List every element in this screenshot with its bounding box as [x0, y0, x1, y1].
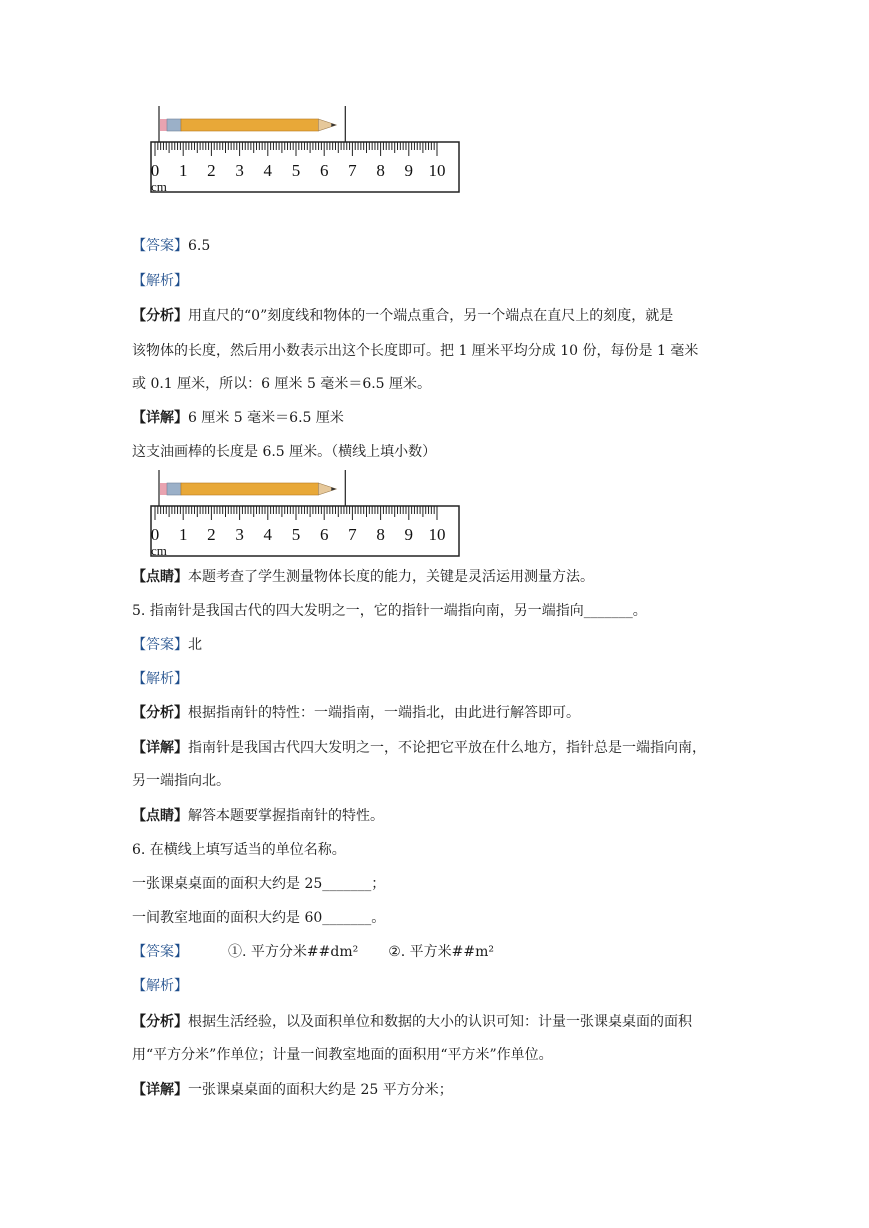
detail-line-q5-2: 另一端指向北。 — [132, 773, 230, 789]
detail-tag: 【详解】 — [132, 740, 188, 756]
ruler-number: 9 — [404, 525, 414, 544]
ruler-number: 5 — [291, 161, 301, 180]
ruler-number: 3 — [235, 525, 244, 544]
question-5: 5. 指南针是我国古代的四大发明之一，它的指针一端指向南，另一端指向_______。 — [132, 603, 647, 619]
ruler-number: 7 — [348, 161, 357, 180]
pencil-eraser — [160, 119, 167, 131]
pencil-lead — [331, 123, 336, 126]
pencil-ferrule — [167, 119, 181, 131]
fenxi-line-q6-2: 用“平方分米”作单位；计量一间教室地面的面积用“平方米”作单位。 — [132, 1047, 553, 1063]
ruler-number: 6 — [319, 525, 329, 544]
detail-line-q5 — [132, 738, 706, 758]
detail-text: 一张课桌桌面的面积大约是 25 平方分米； — [188, 1082, 453, 1098]
detail-line-q4 — [132, 408, 344, 428]
comment-line-q4 — [132, 567, 594, 587]
answer-line-q6 — [132, 942, 494, 962]
comment-tag: 【点睛】 — [132, 808, 188, 824]
pencil-eraser — [160, 483, 167, 495]
fenxi-tag: 【分析】 — [132, 1014, 188, 1030]
pencil-body — [181, 119, 318, 131]
ruler-number: 7 — [348, 525, 357, 544]
ruler-number: 6 — [319, 161, 329, 180]
ruler-number: 0 — [150, 525, 160, 544]
ruler-number: 2 — [207, 161, 216, 180]
answer-line-q5 — [132, 635, 202, 655]
detail-tag: 【详解】 — [132, 410, 188, 426]
fenxi-text: 根据生活经验，以及面积单位和数据的大小的认识可知：计量一张课桌桌面的面积 — [188, 1014, 692, 1030]
pencil-lead — [331, 487, 336, 490]
answer-value: 北 — [188, 637, 202, 653]
fenxi-line-q6-1 — [132, 1012, 692, 1032]
fenxi-text: 根据指南针的特性：一端指南，一端指北，由此进行解答即可。 — [188, 705, 580, 721]
analysis-tag-q5: 【解析】 — [132, 671, 188, 687]
fenxi-text: 用直尺的“0”刻度线和物体的一个端点重合，另一个端点在直尺上的刻度，就是 — [188, 308, 674, 324]
comment-line-q5 — [132, 806, 384, 826]
answer-tag: 【答案】 — [132, 238, 188, 254]
pencil-ferrule — [167, 483, 181, 495]
fenxi-line-1 — [132, 306, 673, 326]
fenxi-line-3: 或 0.1 厘米，所以：6 厘米 5 毫米＝6.5 厘米。 — [132, 376, 432, 392]
comment-text: 本题考查了学生测量物体长度的能力，关键是灵活运用测量方法。 — [188, 569, 594, 585]
ruler-number: 0 — [150, 161, 160, 180]
ruler-unit-label: cm — [151, 179, 167, 194]
pencil-body — [181, 483, 318, 495]
detail-line-q6 — [132, 1080, 453, 1100]
ruler-number: 5 — [291, 525, 301, 544]
comment-text: 解答本题要掌握指南针的特性。 — [188, 808, 384, 824]
fenxi-line-q5 — [132, 703, 580, 723]
ruler-number: 10 — [428, 161, 446, 180]
ruler-number: 4 — [263, 525, 273, 544]
question-6: 6. 在横线上填写适当的单位名称。 — [132, 842, 346, 858]
fenxi-tag: 【分析】 — [132, 308, 188, 324]
ruler-number: 4 — [263, 161, 273, 180]
answer-value: 6.5 — [188, 238, 211, 254]
detail-tag: 【详解】 — [132, 1082, 188, 1098]
question-6-line-1: 一张课桌桌面的面积大约是 25_______； — [132, 876, 386, 892]
answer-tag: 【答案】 — [132, 637, 188, 653]
detail-line-q4-2: 这支油画棒的长度是 6.5 厘米。（横线上填小数） — [132, 444, 437, 460]
ruler-figure-1 — [150, 104, 462, 196]
ruler-number: 10 — [428, 525, 446, 544]
detail-text: 6 厘米 5 毫米＝6.5 厘米 — [188, 410, 344, 426]
ruler-number: 8 — [376, 161, 385, 180]
ruler-unit-label: cm — [151, 543, 167, 558]
analysis-tag-q4: 【解析】 — [132, 273, 188, 289]
answer-tag: 【答案】 — [132, 944, 188, 960]
fenxi-tag: 【分析】 — [132, 705, 188, 721]
ruler-number: 9 — [404, 161, 414, 180]
ruler-number: 8 — [376, 525, 385, 544]
answer-2: ②. 平方米##m² — [388, 944, 495, 960]
fenxi-line-2: 该物体的长度，然后用小数表示出这个长度即可。把 1 厘米平均分成 10 份，每份是 1 毫米 — [132, 343, 699, 359]
ruler-number: 2 — [207, 525, 216, 544]
ruler-number: 3 — [235, 161, 244, 180]
answer-line-q4 — [132, 236, 210, 256]
analysis-tag-q6: 【解析】 — [132, 978, 188, 994]
question-6-line-2: 一间教室地面的面积大约是 60_______。 — [132, 910, 386, 926]
comment-tag: 【点睛】 — [132, 569, 188, 585]
detail-text: 指南针是我国古代四大发明之一，不论把它平放在什么地方，指针总是一端指向南， — [188, 740, 706, 756]
answer-1: ①. 平方分米##dm² — [228, 944, 359, 960]
ruler-figure-2 — [150, 468, 462, 560]
ruler-number: 1 — [178, 525, 188, 544]
ruler-number: 1 — [178, 161, 188, 180]
